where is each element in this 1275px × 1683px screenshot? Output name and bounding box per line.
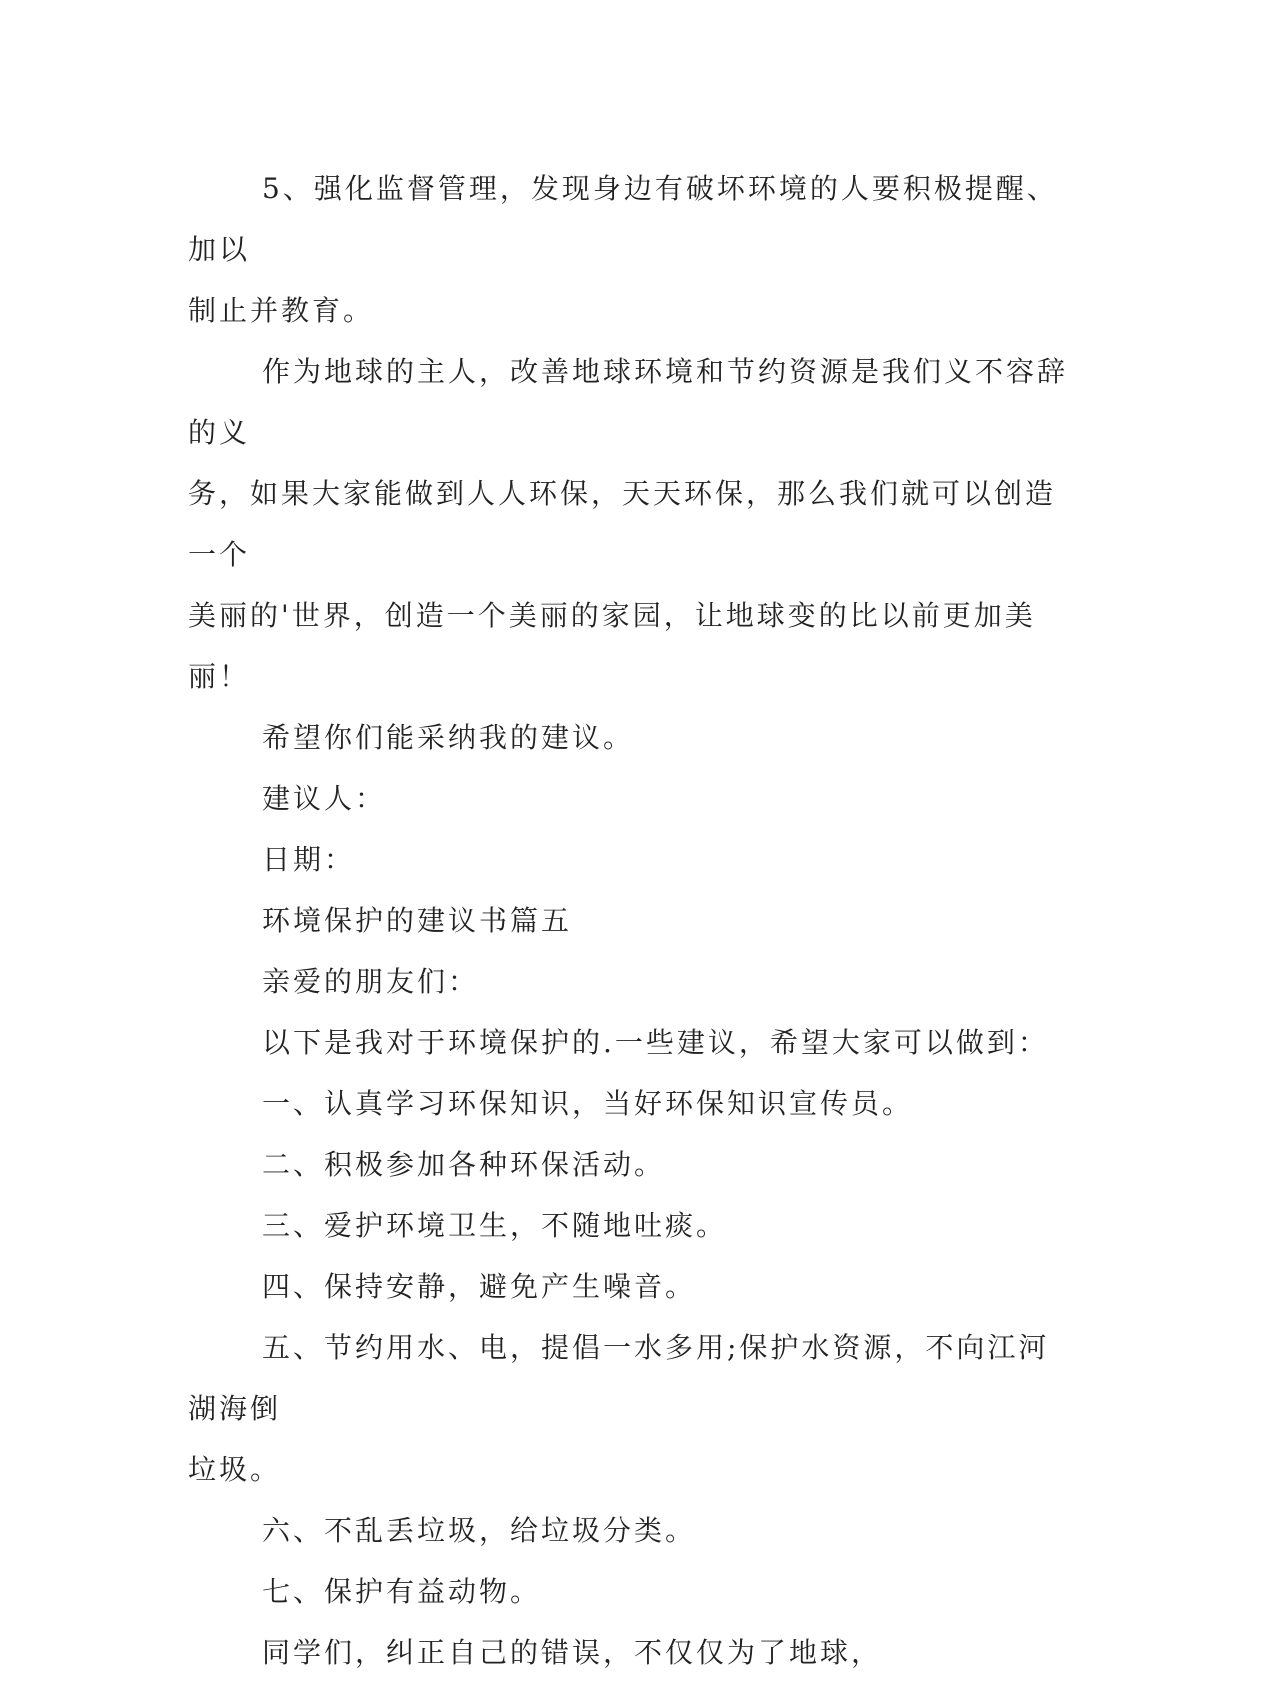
- list-item-5-line1: 五、节约用水、电，提倡一水多用;保护水资源，不向江河湖海倒: [188, 1331, 1050, 1425]
- paragraph-hope-adopt: 希望你们能采纳我的建议。: [262, 721, 635, 754]
- section-title: 环境保护的建议书篇五: [262, 904, 573, 937]
- paragraph-earth-owner-line3: 美丽的'世界，创造一个美丽的家园，让地球变的比以前更加美丽！: [188, 599, 1036, 693]
- paragraph-proposer: 建议人：: [262, 782, 387, 815]
- paragraph-earth-owner-line1: 作为地球的主人，改善地球环境和节约资源是我们义不容辞的义: [188, 355, 1069, 449]
- list-item-5-line2: 垃圾。: [188, 1453, 282, 1486]
- paragraph-greeting: 亲爱的朋友们：: [262, 965, 480, 998]
- paragraph-classmates: 同学们，纠正自己的错误，不仅仅为了地球，: [262, 1636, 883, 1669]
- paragraph-intro: 以下是我对于环境保护的.一些建议，希望大家可以做到：: [262, 1026, 1049, 1059]
- list-item-4: 四、保持安静，避免产生噪音。: [262, 1270, 697, 1303]
- paragraph-date: 日期：: [262, 843, 356, 876]
- list-item-6: 六、不乱丢垃圾，给垃圾分类。: [262, 1514, 697, 1547]
- paragraph-supervision-line1: 5、强化监督管理，发现身边有破坏环境的人要积极提醒、加以: [188, 172, 1058, 266]
- list-item-2: 二、积极参加各种环保活动。: [262, 1148, 666, 1181]
- paragraph-supervision-line2: 制止并教育。: [188, 294, 375, 327]
- list-item-3: 三、爱护环境卫生，不随地吐痰。: [262, 1209, 728, 1242]
- document-body: [188, 158, 1078, 1683]
- list-item-7: 七、保护有益动物。: [262, 1575, 542, 1608]
- list-item-1: 一、认真学习环保知识，当好环保知识宣传员。: [262, 1087, 914, 1120]
- paragraph-earth-owner-line2: 务，如果大家能做到人人环保，天天环保，那么我们就可以创造一个: [188, 477, 1057, 571]
